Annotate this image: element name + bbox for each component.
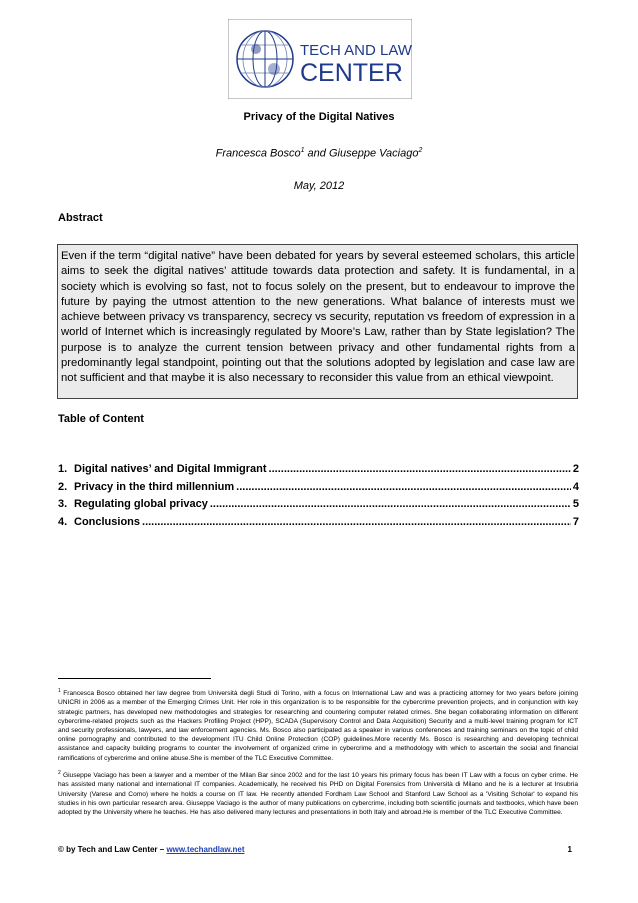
authors-line (0, 147, 638, 160)
logo-text-line2: CENTER (300, 59, 403, 87)
toc-page: 7 (572, 516, 579, 528)
footnote-mark: 2 (58, 770, 61, 776)
toc-label: Digital natives’ and Digital Immigrant (74, 463, 267, 475)
footer-copyright: © by Tech and Law Center – (58, 845, 167, 854)
toc-entry-1[interactable] (58, 463, 579, 475)
toc-entry-4[interactable] (58, 516, 579, 528)
paper-title: Privacy of the Digital Natives (243, 111, 395, 123)
toc-leader (269, 463, 571, 475)
footnote-ref-2[interactable]: 2 (418, 147, 423, 154)
toc-label: Privacy in the third millennium (74, 481, 235, 493)
author-2: Giuseppe Vaciago (328, 147, 419, 160)
toc-entry-3[interactable] (58, 498, 579, 510)
toc-leader (236, 481, 571, 493)
footnote-1 (58, 687, 578, 763)
toc-number: 2. (58, 481, 68, 493)
footnote-text: Francesca Bosco obtained her law degree from Università degli Studi di Torino, with a focus on International Law and was a practicing attorney for two years before joining UNICRI in 2006 as a member of the Emerging Crimes Unit. Her role in this organization is to be responsible for the cybercrime prevention projects, and in conjunction with key strategic partners, has developed new methodologies and strategies for researching and countering computer related crimes. She began collaborating information on different cybercrime-related projects such as the Hackers Profiling Project (HPP), SCADA (Supervisory Control and Data Acquisition) Security and a multi-level training program for ICT and security professionals, lawyers, and law enforcement agencies. Ms. Bosco also participated as a speaker in various conferences and training seminars on the topic of child online pornography and contributed to the development ITU Child Online Protection (COP) guidelines.More recently Ms. Bosco is researching and developing technical assistance and capacity building programs to counter the involvement of organized crime in cybercrime and a methodology with which to ascertain the social and financial ramifications of cybercrime and online abuse.She is member of the TLC Executive Committee. (58, 690, 578, 762)
abstract-heading: Abstract (58, 212, 103, 224)
toc-page: 2 (572, 463, 579, 475)
toc-page: 5 (572, 498, 579, 510)
page-footer (58, 845, 245, 854)
toc-label: Conclusions (74, 516, 141, 528)
globe-icon (237, 31, 293, 87)
toc-label: Regulating global privacy (74, 498, 208, 510)
footnote-2 (58, 769, 578, 817)
toc-leader (142, 516, 571, 528)
footnote-separator (58, 678, 211, 679)
abstract-box (57, 244, 578, 399)
toc-entry-2[interactable] (58, 481, 579, 493)
page-number: 1 (567, 845, 572, 854)
toc-number: 3. (58, 498, 68, 510)
abstract-text: Even if the term “digital native” have been debated for years by several esteemed scholars, this article aims to seek the digital natives’ attitude towards data protection and safety. It is fundamental, in a society which is evolving so fast, not to focus solely on the present, but to endeavour to improve the future by paying the utmost attention to the new generations. What balance of interests must we achieve between privacy vs transparency, secrecy vs security, reputation vs freedom of expression in a world of Internet which is increasingly regulated by Moore’s Law, rather than by State legislation? The purpose is to analyze the current tension between privacy and other fundamental rights from a predominantly legal standpoint, pointing out that the solutions adopted by legislation and case law are not sufficient and that maybe it is also necessary to reconsider this value from an ethical viewpoint. (61, 250, 575, 385)
publication-date: May, 2012 (293, 180, 345, 192)
toc-heading: Table of Content (58, 413, 144, 425)
toc-leader (210, 498, 571, 510)
tech-and-law-center-logo (228, 19, 412, 99)
footer-website-link[interactable]: www.techandlaw.net (166, 845, 245, 854)
footnote-mark: 1 (58, 688, 61, 694)
footnote-text: Giuseppe Vaciago has been a lawyer and a member of the Milan Bar since 2002 and for the last 10 years his primary focus has been IT Law with a focus on cyber crime. He has assisted many national and international IT companies. Academically, he received his PHD on Digital Forensics from Università di Milano and he is a lecturer at Insubria University (Varese and Como) where he holds a course on IT law. He recently attended Fordham Law School and Stanford Law School as a 'Visiting Scholar' to expand his studies in his own particular research area. Giuseppe Vaciago is the author of many publications on cybercrime, including both scientific journals and textbooks, which have been adopted by the University where he teaches. He has also delivered many lectures and presentations in both Italy and abroad.He is member of the TLC Executive Committee. (58, 772, 578, 816)
footnote-ref-1[interactable]: 1 (300, 147, 305, 154)
toc-page: 4 (572, 481, 579, 493)
toc-number: 1. (58, 463, 68, 475)
author-1: Francesca Bosco (215, 147, 301, 160)
logo-text-line1: TECH AND LAW (300, 42, 412, 59)
toc-number: 4. (58, 516, 68, 528)
author-conjunction: and (304, 147, 329, 160)
